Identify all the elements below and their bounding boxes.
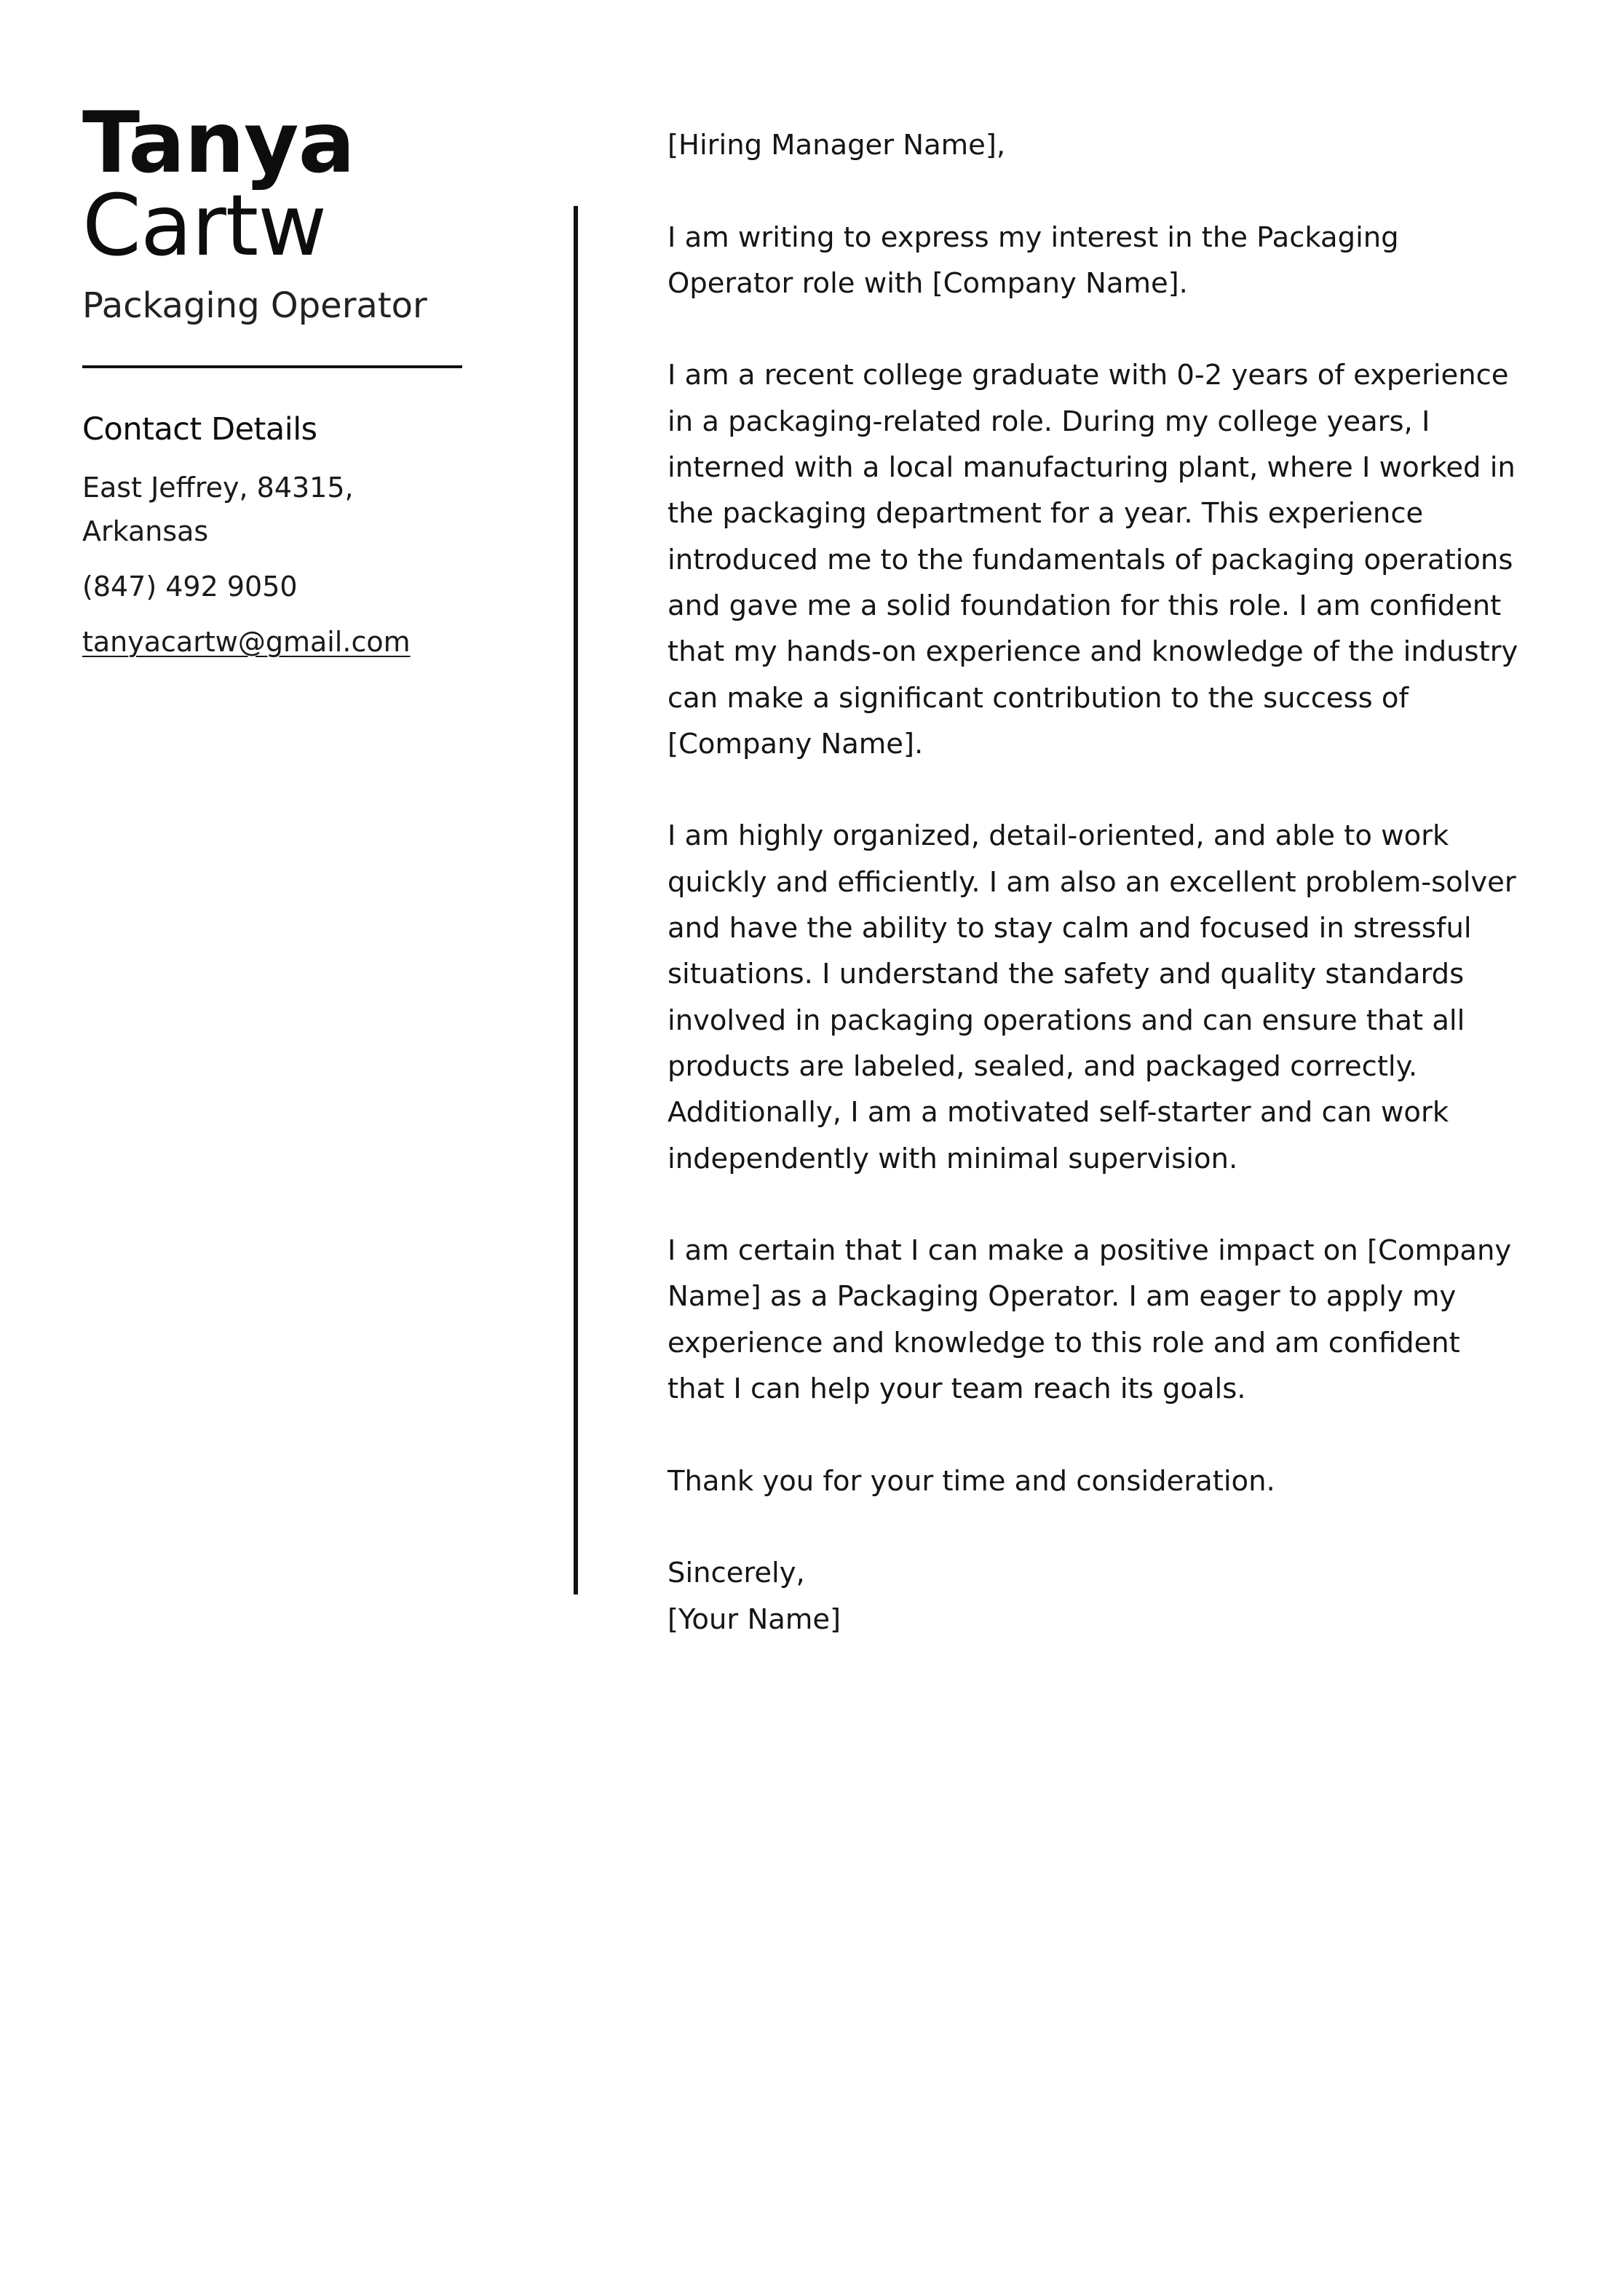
letter-sign-off: Sincerely, xyxy=(668,1557,805,1590)
letter-paragraph: I am a recent college graduate with 0-2 years of experience in a packaging-related role. During my college years, I interned with a local manufacturing plant, where I worked in the packaging department for a year. This experience introduced me to the fundamentals of packaging operations and gave me a solid foundation for this role. I am confident that my hands-on experience and knowledge of the industry can make a significant contribution to the success of [Company Name]. xyxy=(668,359,1518,760)
letter-paragraph: I am writing to express my interest in the Packaging Operator role with [Company Name]. xyxy=(668,221,1399,300)
contact-details-list xyxy=(82,466,490,664)
title-divider xyxy=(82,365,462,368)
applicant-first-name: Tanya xyxy=(82,94,354,192)
contact-address-line2: Arkansas xyxy=(82,515,209,547)
letter-body xyxy=(668,122,1519,1642)
contact-address xyxy=(82,466,490,553)
contact-address-line1: East Jeffrey, 84315, xyxy=(82,472,354,504)
letter-paragraph: Thank you for your time and consideration. xyxy=(668,1464,1275,1498)
column-divider xyxy=(574,206,578,1594)
letter-closing xyxy=(668,1550,1519,1642)
letter-signature-name: [Your Name] xyxy=(668,1602,841,1636)
sidebar xyxy=(82,94,490,675)
contact-details-heading: Contact Details xyxy=(82,411,317,448)
letter-salutation: [Hiring Manager Name], xyxy=(668,129,1006,162)
contact-phone: (847) 492 9050 xyxy=(82,571,298,603)
applicant-last-name: Cartw xyxy=(82,177,327,275)
letter-paragraph: I am certain that I can make a positive impact on [Company Name] as a Packaging Operator. I am eager to apply my experience and knowledge to this role and am confident that I can help your team reach its goals. xyxy=(668,1234,1512,1406)
contact-email-link[interactable]: tanyacartw@gmail.com xyxy=(82,626,411,658)
letter-paragraph: I am highly organized, detail-oriented, and able to work quickly and efficiently. I am also an excellent problem-solver and have the ability to stay calm and focused in stressful situations. I understand the safety and quality standards involved in packaging operations and can ensure that all products are labeled, sealed, and packaged correctly. Additionally, I am a motivated self-starter and can work independently with minimal supervision. xyxy=(668,819,1516,1175)
applicant-job-title: Packaging Operator xyxy=(82,285,427,326)
